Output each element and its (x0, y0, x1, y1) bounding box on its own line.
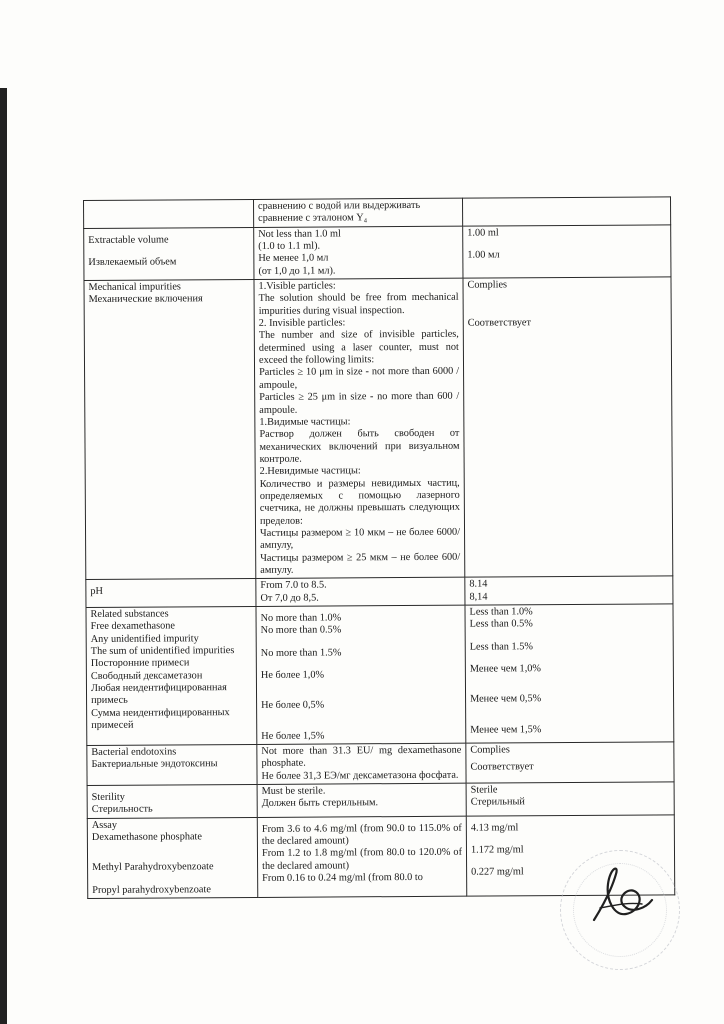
spec-text: Не менее 1,0 мл (258, 252, 329, 265)
result-value-ru: Стерильный (470, 796, 525, 809)
result-value: Complies (467, 279, 508, 291)
test-name-ru: Извлекаемый объем (88, 256, 177, 268)
test-name: pH (90, 586, 104, 598)
result-value: 4.13 mg/ml (470, 822, 519, 834)
signature (586, 858, 656, 930)
table-row-continuation (84, 197, 671, 228)
spec-text-ru: Должен быть стерильным. (261, 797, 379, 810)
table-row-mechanical-impurities (84, 277, 673, 580)
test-name: Sterility (91, 791, 125, 804)
spec-text: (от 1,0 до 1,1 мл). (258, 265, 336, 277)
spec-text: Must be sterile. (261, 785, 326, 798)
test-name-ru: Стерильность (91, 804, 153, 816)
spec-text: No more than 0.5% (260, 624, 342, 637)
test-name: Dexamethasone phosphate (91, 831, 203, 844)
test-name: Methyl Parahydroxybenzoate (92, 861, 214, 874)
test-name: Assay (91, 819, 118, 831)
result-value-ru: Соответствует (467, 317, 531, 330)
result-value-ru: Соответствует (470, 761, 534, 774)
test-name: Extractable volume (88, 234, 169, 246)
result-value: Sterile (470, 784, 498, 796)
scan-edge (0, 88, 7, 1024)
test-name-ru: Посторонние примеси (90, 657, 190, 670)
result-value: 1.00 ml (467, 227, 499, 239)
spec-text-ru: 2.Невидимые частицы: (259, 465, 361, 478)
spec-text-ru: Не более 31,3 ЕЭ/мг дексаметазона фосфата. (261, 769, 459, 782)
spec-text: No more than 1.5% (260, 647, 342, 659)
table-row-bacterial-endotoxins (87, 742, 674, 786)
result-value: Less than 1.5% (469, 640, 533, 653)
result-value-ru: Менее чем 1,0% (469, 663, 542, 675)
spec-text-ru: 1.Видимые частицы: (259, 416, 351, 428)
test-name: Related substances (90, 608, 169, 620)
spec-text-ru: Частицы размером ≥ 10 мкм – не более 6000/ампулу, (260, 526, 461, 552)
test-name: Any unidentified impurity (90, 632, 199, 645)
table-row-sterility (87, 782, 674, 818)
test-name-ru: Бактериальные эндотоксины (91, 758, 218, 771)
spec-text: 2. Invisible particles: (258, 317, 346, 330)
spec-text-ru: Не более 0,5% (261, 699, 325, 712)
result-value: 8.14 (469, 578, 488, 590)
spec-text: Particles ≥ 10 μm in size - not more than 6000 / ampoule, (259, 366, 460, 391)
spec-text: 1.Visible particles: (258, 280, 336, 292)
test-name-ru: Сумма неидентифицированных примесей (91, 706, 230, 732)
test-name: Propyl parahydroxybenzoate (92, 884, 211, 896)
result-value: 0.227 mg/ml (471, 866, 524, 879)
table-row-extractable-volume (84, 225, 671, 281)
spec-text: Particles ≥ 25 μm in size - no more than 600 / ampoule. (259, 390, 460, 416)
method-text: сравнение с эталоном Y₄ (258, 212, 368, 225)
result-value-ru: 1.00 мл (467, 249, 500, 261)
spec-text: From 7.0 to 8.5. (260, 579, 327, 592)
spec-text: From 1.2 to 1.8 mg/ml (from 80.0 to 120.0% of the declared amount) (261, 847, 463, 872)
result-value: 1.172 mg/ml (470, 844, 524, 856)
spec-text-ru: Частицы размером ≥ 25 мкм – не более 600/ампулу. (260, 551, 461, 576)
method-text: сравнению с водой или выдерживать (258, 199, 421, 212)
result-value: Less than 1.0% (469, 606, 533, 618)
spec-text: The number and size of invisible particles, determined using a laser counter, must not exceed the following limits: (258, 329, 459, 367)
test-name: Free dexamethasone (90, 620, 175, 633)
spec-text-ru: Количество и размеры невидимых частиц, определяемых с помощью лазерного счетчика, не должны превышать следующих пределов: (259, 477, 460, 527)
spec-text: From 0.16 to 0.24 mg/ml (from 80.0 to (262, 872, 423, 885)
result-value-ru: 8,14 (469, 591, 488, 603)
result-value-ru: Менее чем 0,5% (470, 693, 542, 706)
spec-text-ru: Раствор должен быть свободен от механических включений при визуальном контроле. (259, 427, 460, 465)
spec-text: Not more than 31.3 EU/ mg dexamethasone phosphate. (261, 744, 462, 770)
specification-table (83, 196, 675, 899)
spec-text: From 3.6 to 4.6 mg/ml (from 90.0 to 115.0% of the declared amount) (261, 822, 462, 848)
result-value: Complies (470, 744, 510, 756)
spec-text: Not less than 1.0 ml (258, 228, 341, 240)
table-row-ph (86, 576, 673, 607)
test-name-ru: Механические включения (88, 293, 203, 306)
spec-text: No more than 1.0% (260, 612, 342, 624)
test-name: Mechanical impurities (88, 281, 181, 294)
test-name: The sum of unidentified impurities (90, 645, 235, 657)
spec-text: (1.0 to 1.1 ml). (258, 240, 321, 252)
result-value: Less than 0.5% (469, 618, 533, 630)
test-name-ru: Любая неидентифицированная примесь (90, 682, 227, 707)
result-value-ru: Менее чем 1,5% (470, 723, 542, 736)
test-name-ru: Свободный дексаметазон (90, 669, 203, 682)
spec-text-ru: Не более 1,0% (260, 669, 325, 681)
spec-text-ru: Не более 1,5% (261, 730, 325, 742)
test-name: Bacterial endotoxins (91, 746, 177, 759)
table-row-related-substances (86, 604, 674, 746)
spec-text-ru: От 7,0 до 8,5. (260, 592, 319, 604)
spec-text: The solution should be free from mechanical impurities during visual inspection. (258, 292, 459, 317)
